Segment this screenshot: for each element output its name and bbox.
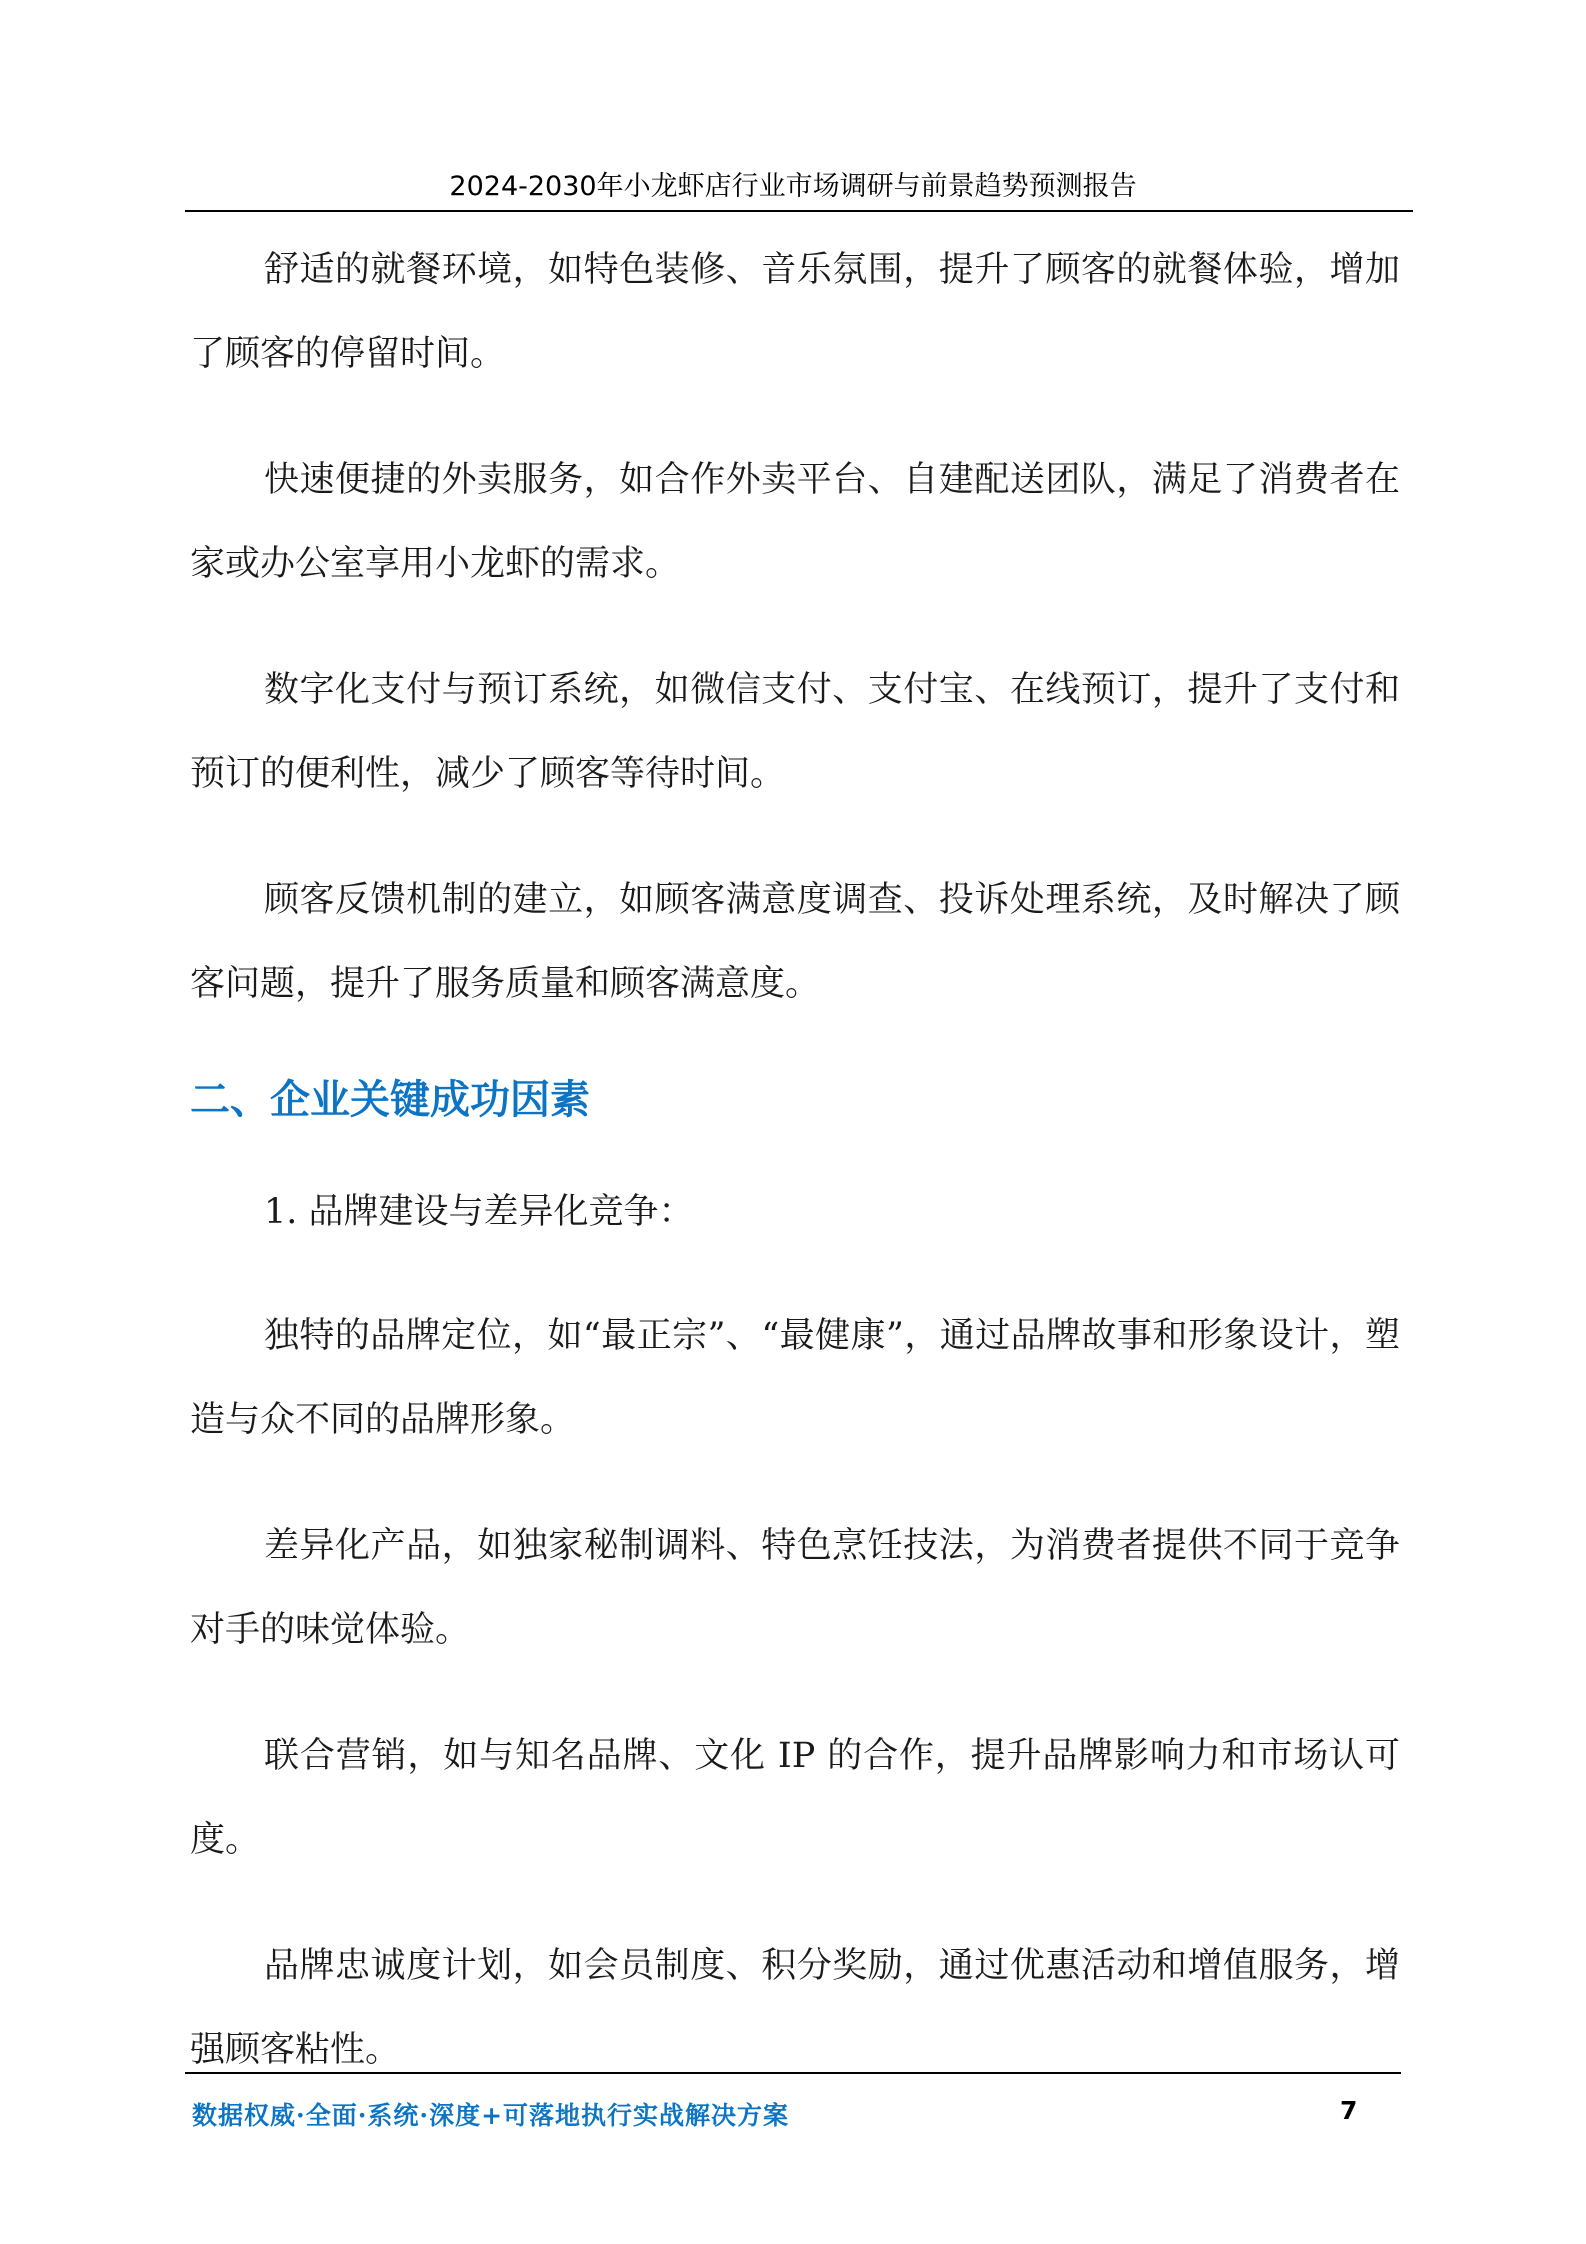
paragraph: 顾客反馈机制的建立，如顾客满意度调查、投诉处理系统，及时解决了顾客问题，提升了服务质量和顾客满意度。 — [190, 880, 1400, 1004]
paragraph: 品牌忠诚度计划，如会员制度、积分奖励，通过优惠活动和增值服务，增强顾客粘性。 — [190, 1946, 1400, 2070]
section-heading: 二、企业关键成功因素 — [190, 1077, 590, 1123]
body-content — [190, 228, 1400, 2134]
header-divider — [185, 210, 1413, 212]
footer-slogan: 数据权威·全面·系统·深度+可落地执行实战解决方案 — [192, 2101, 790, 2130]
report-header-title: 2024-2030年小龙虾店行业市场调研与前景趋势预测报告 — [449, 171, 1137, 202]
footer-divider — [185, 2072, 1401, 2074]
paragraph: 差异化产品，如独家秘制调料、特色烹饪技法，为消费者提供不同于竞争对手的味觉体验。 — [190, 1526, 1400, 1650]
paragraph: 快速便捷的外卖服务，如合作外卖平台、自建配送团队，满足了消费者在家或办公室享用小龙虾的需求。 — [190, 460, 1400, 584]
paragraph: 独特的品牌定位，如“最正宗”、“最健康”，通过品牌故事和形象设计，塑造与众不同的品牌形象。 — [190, 1316, 1400, 1440]
page-number: 7 — [1340, 2096, 1358, 2125]
paragraph: 联合营销，如与知名品牌、文化 IP 的合作，提升品牌影响力和市场认可度。 — [190, 1736, 1400, 1860]
subheading: 1. 品牌建设与差异化竞争： — [264, 1192, 694, 1232]
paragraph: 数字化支付与预订系统，如微信支付、支付宝、在线预订，提升了支付和预订的便利性，减少了顾客等待时间。 — [190, 670, 1400, 794]
paragraph: 舒适的就餐环境，如特色装修、音乐氛围，提升了顾客的就餐体验，增加了顾客的停留时间。 — [190, 250, 1400, 374]
